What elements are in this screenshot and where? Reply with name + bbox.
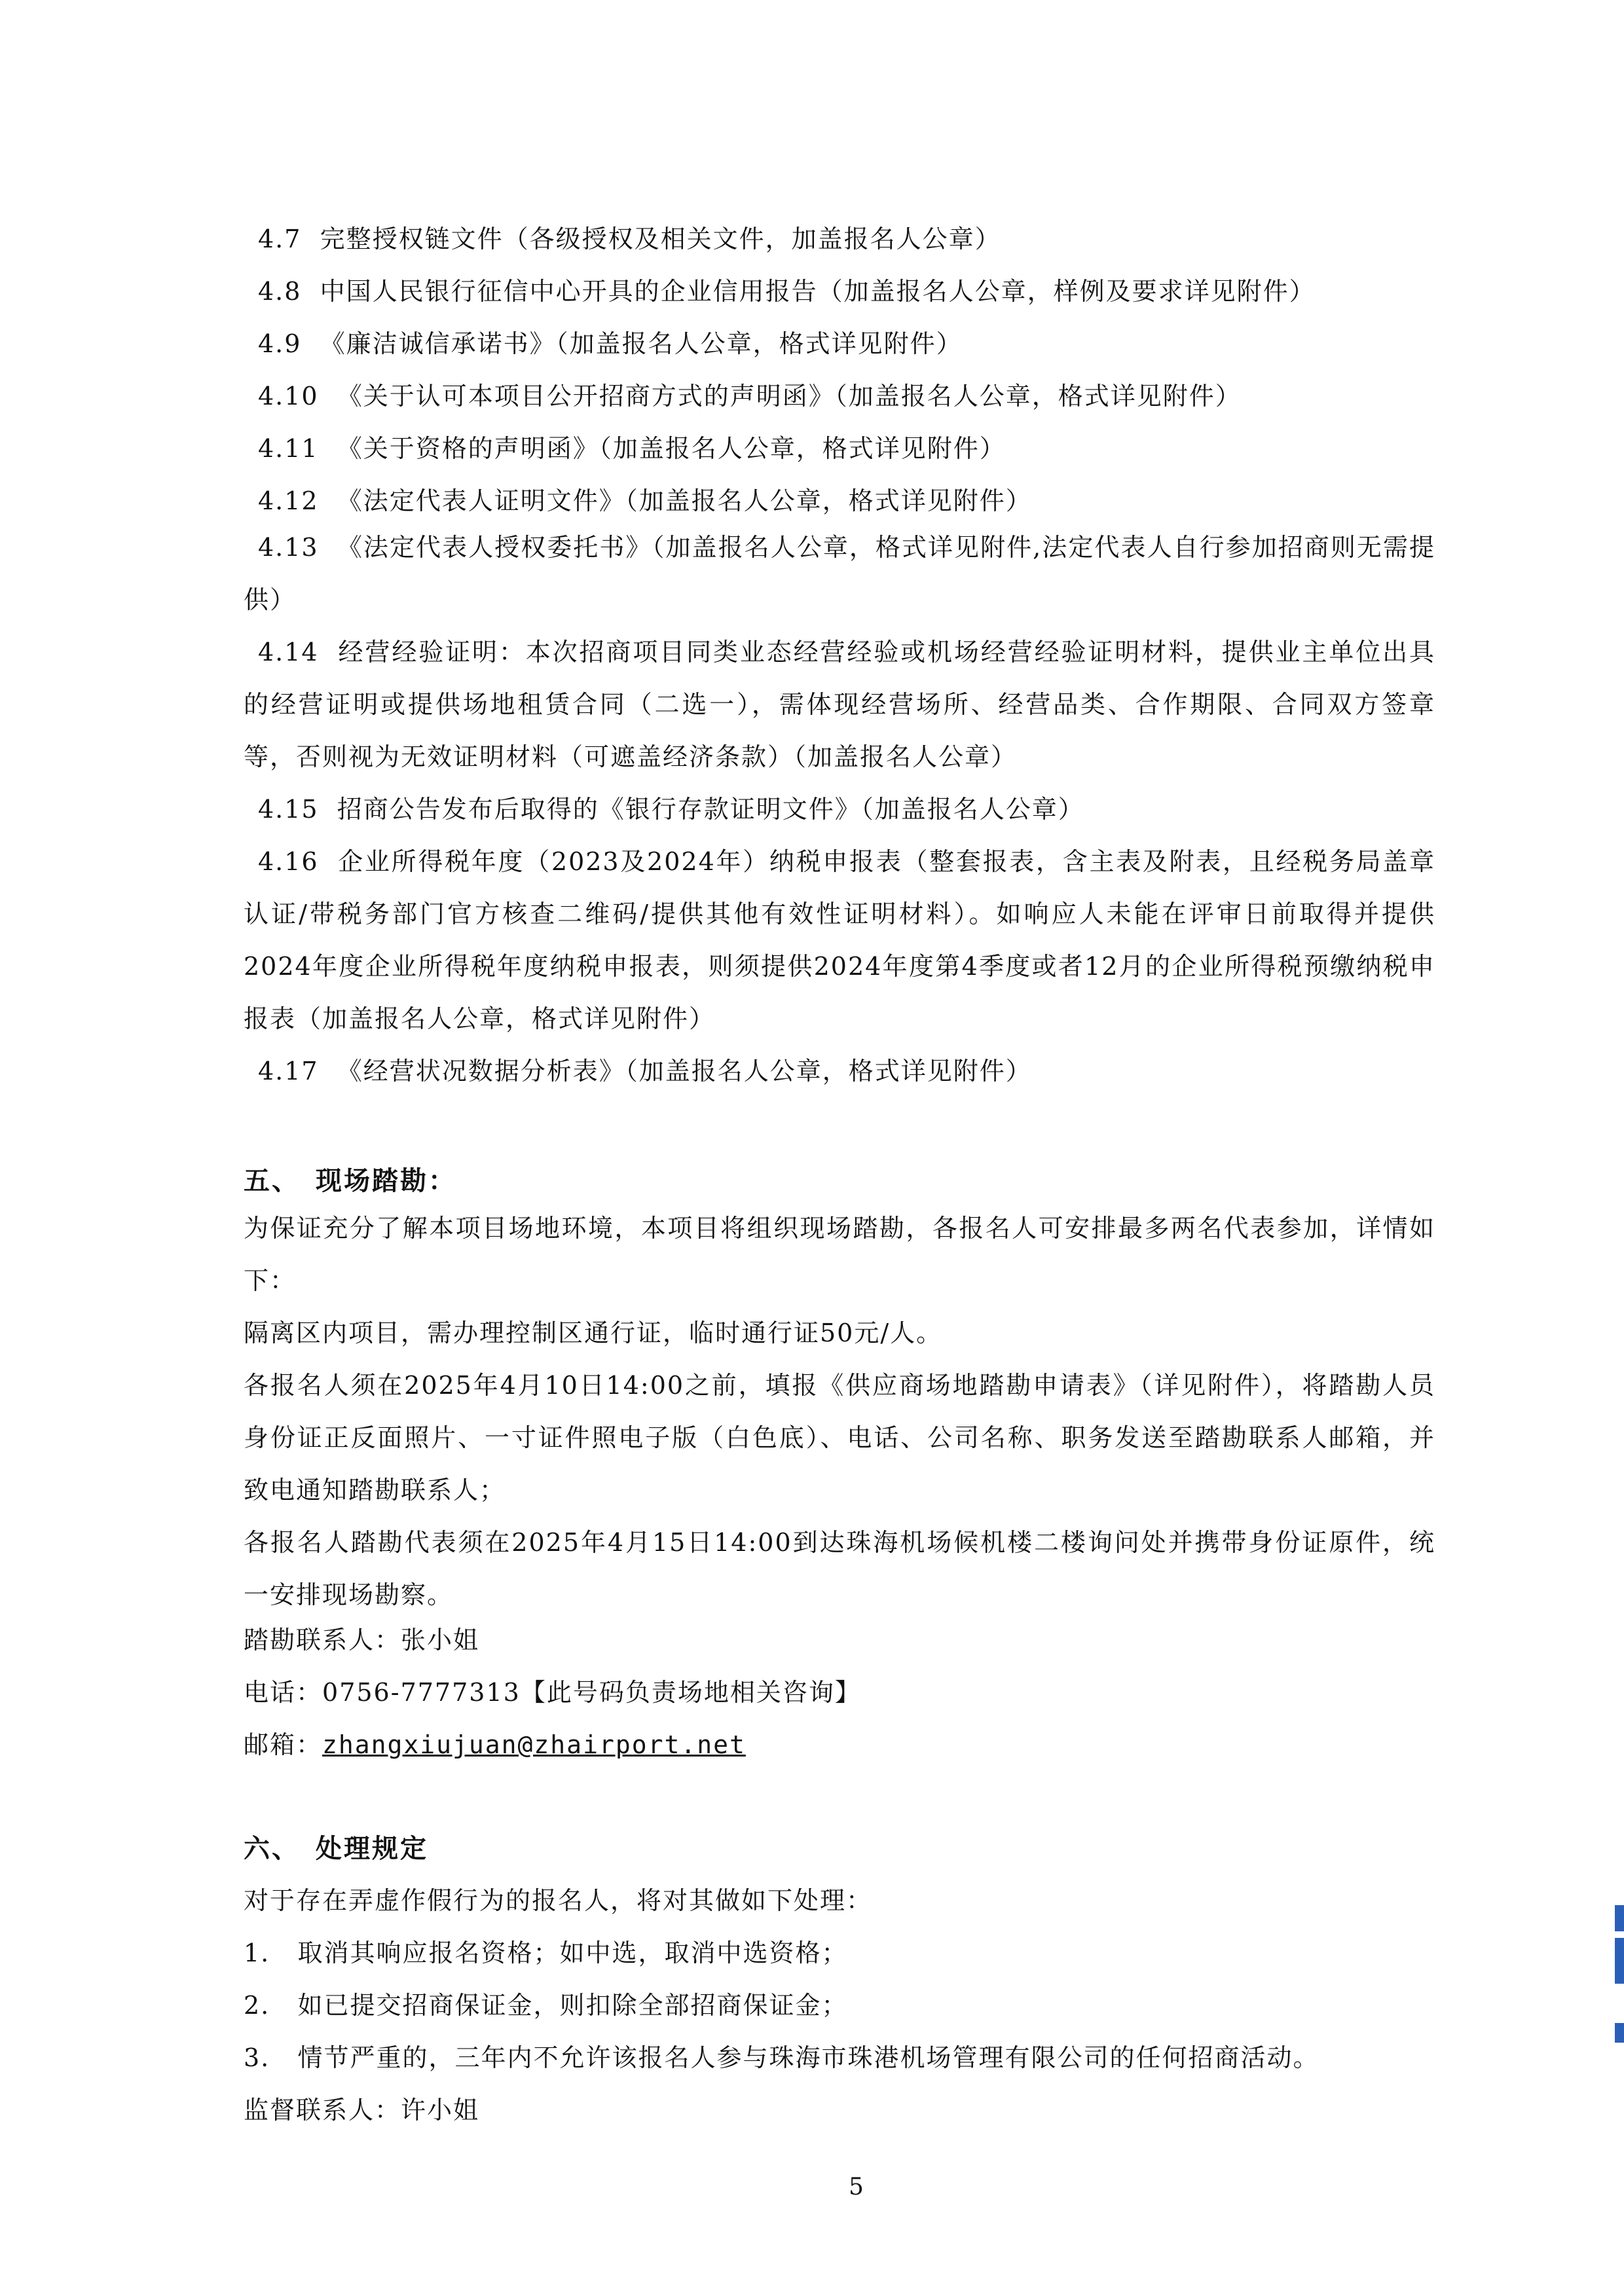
email-label: 邮箱： (244, 1730, 323, 1759)
item-4-12: 4.12 《法定代表人证明文件》（加盖报名人公章，格式详见附件） (258, 486, 1032, 515)
section-5-heading (244, 1160, 456, 1197)
section-5-paragraph-4: 各报名人踏勘代表须在2025年4月15日14:00到达珠海机场候机楼二楼询问处并携带身份证原件，统一安排现场勘察。 (244, 1528, 1435, 1609)
item-4-16: 4.16 企业所得税年度（2023及2024年）纳税申报表（整套报表，含主表及附表，且经税务局盖章认证/带税务部门官方核查二维码/提供其他有效性证明材料）。如响应人未能在评审日前取得并提供2024年度企业所得税年度纳税申报表，则须提供2024年度第4季度或者12月的企业所得税预缴纳税申报表（加盖报名人公章，格式详见附件） (244, 847, 1435, 1033)
item-4-10: 4.10 《关于认可本项目公开招商方式的声明函》（加盖报名人公章，格式详见附件） (258, 382, 1242, 410)
item-4-17: 4.17 《经营状况数据分析表》（加盖报名人公章，格式详见附件） (258, 1057, 1032, 1085)
item-4-7: 4.7 完整授权链文件（各级授权及相关文件，加盖报名人公章） (258, 225, 1001, 253)
section-5-paragraph-3: 各报名人须在2025年4月10日14:00之前，填报《供应商场地踏勘申请表》（详见附件），将踏勘人员身份证正反面照片、一寸证件照电子版（白色底）、电话、公司名称、职务发送至踏勘联系人邮箱，并致电通知踏勘联系人； (244, 1371, 1435, 1504)
section-5-paragraph-2: 隔离区内项目，需办理控制区通行证，临时通行证50元/人。 (244, 1319, 943, 1347)
phone-number: 0756-7777313 (322, 1678, 521, 1707)
section-6-heading (244, 1828, 428, 1865)
site-phone (244, 1672, 861, 1708)
section-5-paragraph-1: 为保证充分了解本项目场地环境，本项目将组织现场踏勘，各报名人可安排最多两名代表参加，详情如下： (244, 1214, 1435, 1295)
phone-note: 【此号码负责场地相关咨询】 (520, 1678, 861, 1707)
section-5-title: 现场踏勘： (316, 1165, 456, 1196)
section-6-intro: 对于存在弄虚作假行为的报名人，将对其做如下处理： (244, 1886, 873, 1915)
section-5-number: 五、 (244, 1165, 300, 1196)
section-6-number: 六、 (244, 1833, 300, 1864)
scan-edge-mark (1615, 1905, 1624, 1931)
rule-1: 1. 取消其响应报名资格；如中选，取消中选资格； (244, 1939, 848, 1967)
item-4-13: 4.13 《法定代表人授权委托书》（加盖报名人公章，格式详见附件,法定代表人自行参加招商则无需提供） (244, 533, 1435, 614)
section-6-title: 处理规定 (316, 1833, 428, 1864)
rule-2: 2. 如已提交招商保证金，则扣除全部招商保证金； (244, 1991, 848, 2020)
item-4-14: 4.14 经营经验证明：本次招商项目同类业态经营经验或机场经营经验证明材料，提供业主单位出具的经营证明或提供场地租赁合同（二选一），需体现经营场所、经营品类、合作期限、合同双方签章等，否则视为无效证明材料（可遮盖经济条款）（加盖报名人公章） (244, 638, 1435, 771)
item-4-8: 4.8 中国人民银行征信中心开具的企业信用报告（加盖报名人公章，样例及要求详见附件） (258, 277, 1316, 306)
email-link[interactable]: zhangxiujuan@zhairport.net (322, 1730, 746, 1759)
item-4-11: 4.11 《关于资格的声明函》（加盖报名人公章，格式详见附件） (258, 434, 1006, 463)
item-4-15: 4.15 招商公告发布后取得的《银行存款证明文件》（加盖报名人公章） (258, 795, 1084, 824)
site-contact: 踏勘联系人：张小姐 (244, 1626, 480, 1654)
supervisor-contact: 监督联系人：许小姐 (244, 2096, 480, 2124)
site-email (244, 1724, 746, 1760)
scan-edge-mark (1615, 2023, 1624, 2043)
rule-3: 3. 情节严重的，三年内不允许该报名人参与珠海市珠港机场管理有限公司的任何招商活动。 (244, 2043, 1320, 2072)
scan-edge-mark (1615, 1938, 1624, 1984)
phone-label: 电话： (244, 1678, 323, 1707)
item-4-9: 4.9 《廉洁诚信承诺书》（加盖报名人公章，格式详见附件） (258, 329, 963, 358)
page-number: 5 (849, 2174, 864, 2200)
